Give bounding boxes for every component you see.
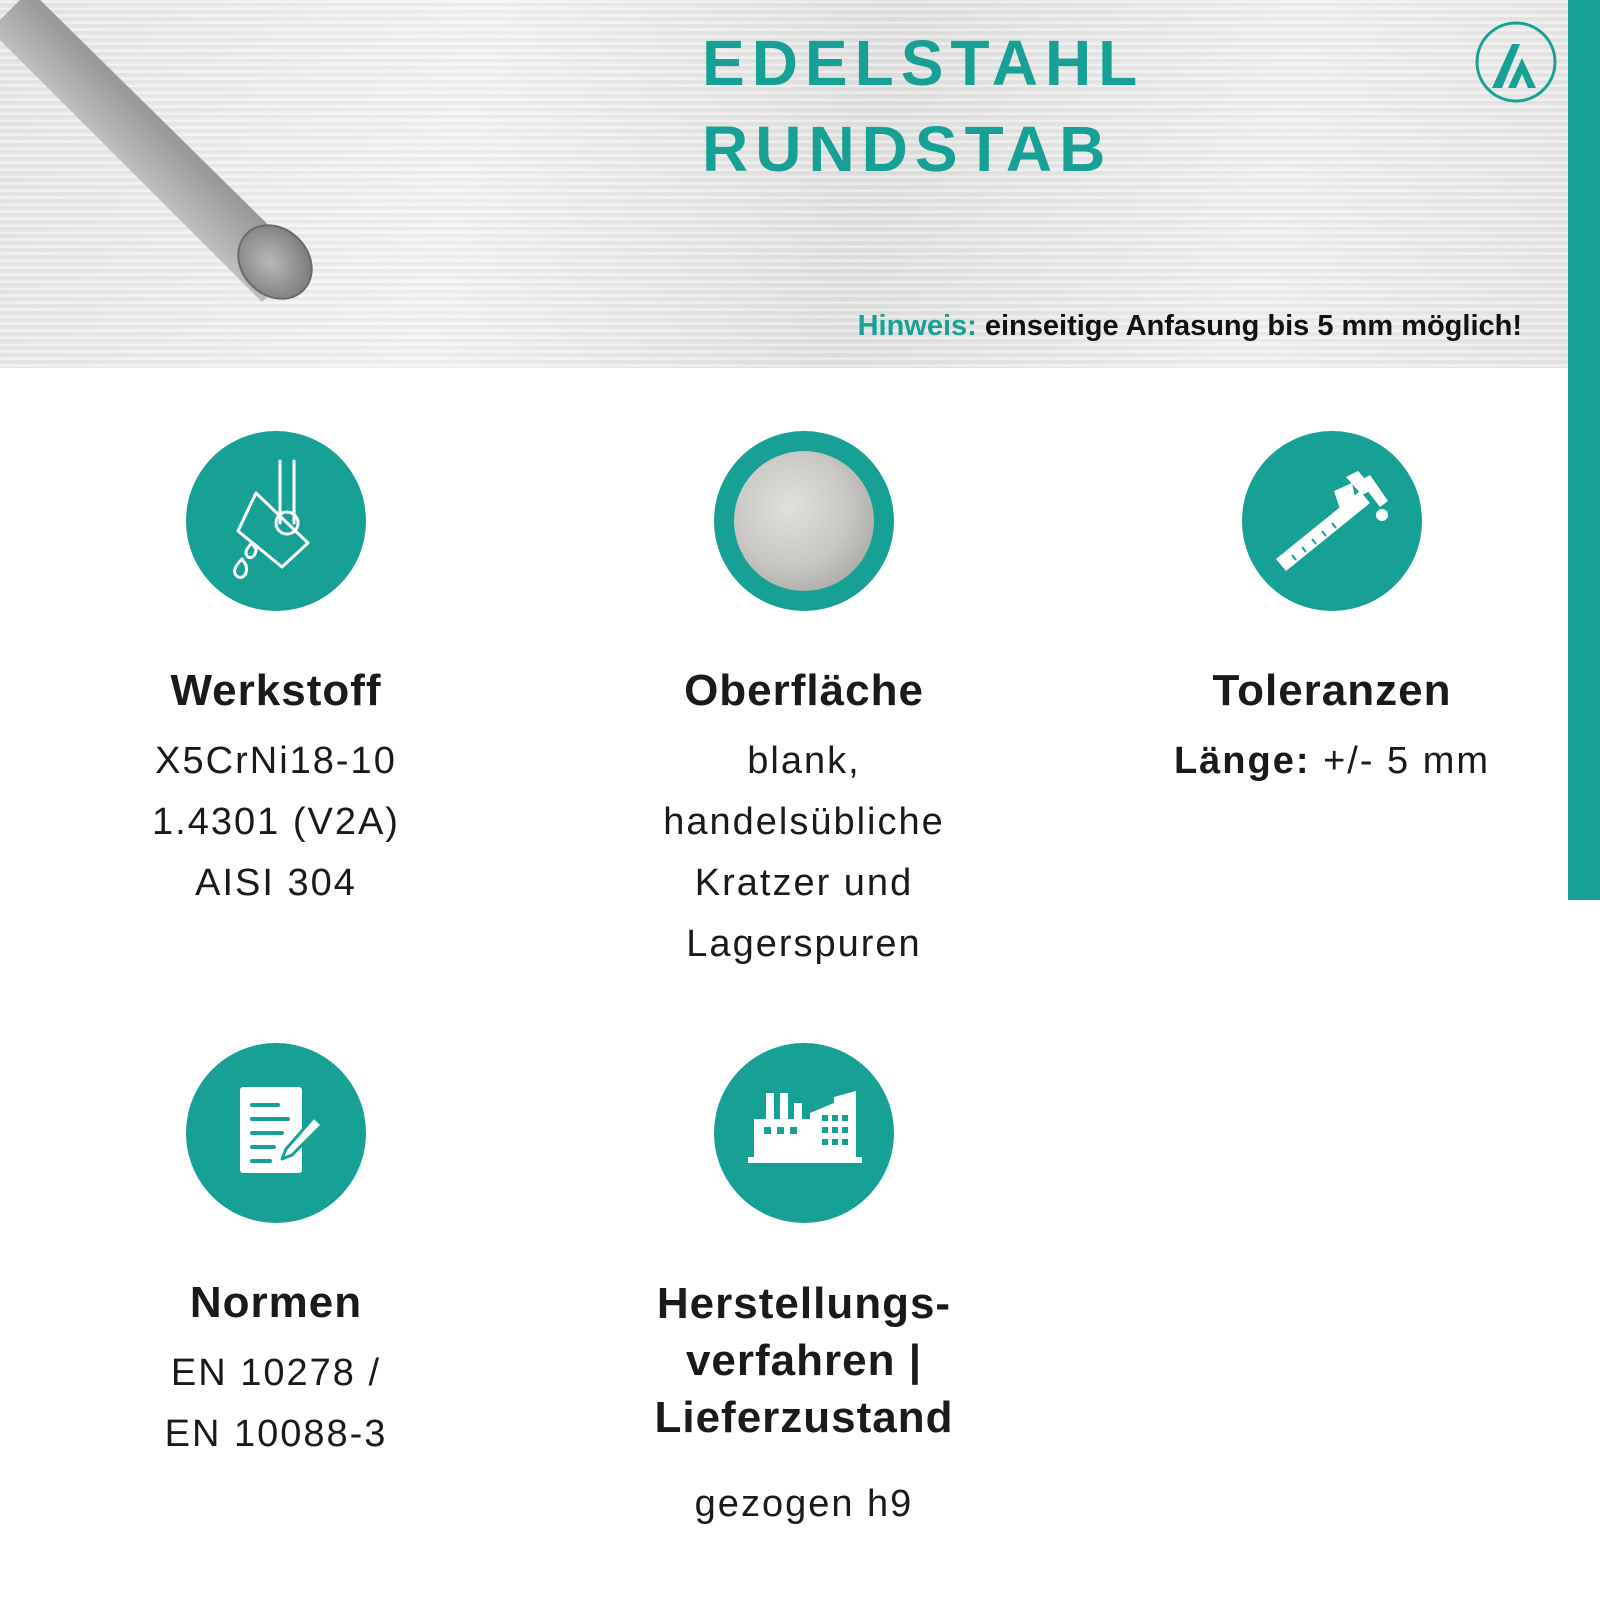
pouring-crucible-icon — [186, 431, 366, 611]
title-line: Herstellungs- — [656, 1279, 952, 1328]
header-banner — [0, 0, 1568, 368]
surface-line: Lagerspuren — [686, 923, 922, 965]
hint-text: einseitige Anfasung bis 5 mm möglich! — [984, 310, 1522, 342]
caliper-icon — [1242, 431, 1422, 611]
delivery-state: gezogen h9 — [694, 1483, 914, 1525]
feature-herstellung — [604, 1043, 1004, 1535]
hint-note — [858, 310, 1522, 343]
norm-line: EN 10278 / — [170, 1352, 382, 1394]
feature-text — [1132, 731, 1532, 792]
surface-line: handelsübliche — [663, 801, 945, 843]
document-pen-icon — [186, 1043, 366, 1223]
steel-surface-icon — [714, 431, 894, 611]
factory-icon — [714, 1043, 894, 1223]
length-label: Länge: — [1173, 740, 1311, 782]
feature-werkstoff — [76, 431, 476, 914]
norm-line: EN 10088-3 — [164, 1413, 388, 1455]
feature-title: Normen — [189, 1278, 363, 1327]
feature-text — [76, 731, 476, 914]
title-line-1: EDELSTAHL — [702, 27, 1145, 99]
feature-toleranzen — [1132, 431, 1532, 792]
feature-normen — [76, 1043, 476, 1465]
feature-title — [604, 1275, 1004, 1446]
surface-line: Kratzer und — [694, 862, 914, 904]
title-line: Lieferzustand — [654, 1393, 954, 1442]
material-line: 1.4301 (V2A) — [152, 801, 400, 843]
material-line: X5CrNi18-10 — [155, 740, 397, 782]
title-line: verfahren | — [685, 1336, 923, 1385]
feature-title: Oberfläche — [684, 666, 924, 715]
accent-strip — [1568, 0, 1600, 900]
hint-label: Hinweis: — [857, 310, 977, 342]
feature-title: Toleranzen — [1212, 666, 1452, 715]
page-title — [702, 20, 1144, 192]
steel-rod-image — [0, 0, 330, 320]
feature-text — [604, 731, 1004, 975]
feature-text — [604, 1474, 1004, 1535]
tolerance-line — [1132, 731, 1532, 792]
feature-text — [76, 1343, 476, 1465]
title-line-2: RUNDSTAB — [702, 113, 1113, 185]
brand-logo-icon — [1474, 20, 1558, 104]
length-value: +/- 5 mm — [1323, 740, 1491, 782]
feature-title: Werkstoff — [170, 666, 382, 715]
material-line: AISI 304 — [195, 862, 357, 904]
surface-line: blank, — [747, 740, 861, 782]
feature-oberflaeche — [604, 431, 1004, 975]
